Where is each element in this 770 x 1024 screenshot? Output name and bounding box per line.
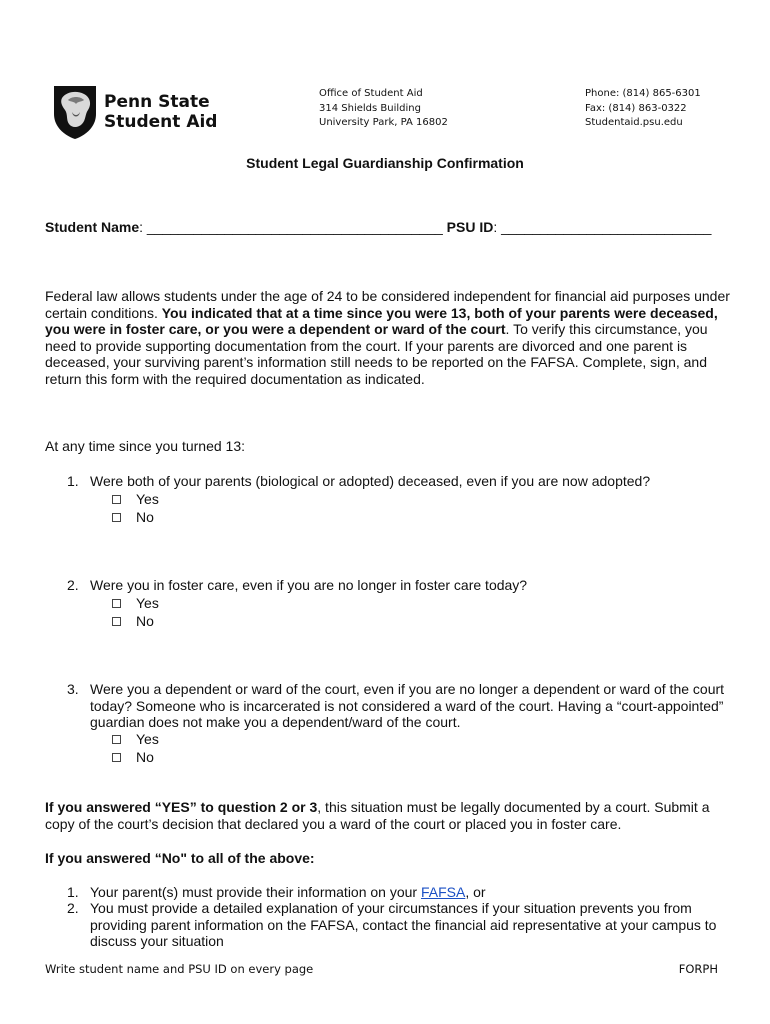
item-number: 1. — [67, 884, 79, 900]
checkbox[interactable] — [112, 495, 121, 504]
option-label: No — [136, 613, 154, 629]
option-label: Yes — [136, 491, 159, 507]
q3-no-option[interactable] — [112, 748, 154, 766]
fafsa-link[interactable]: FAFSA — [420, 884, 466, 900]
item-number: 2. — [67, 900, 79, 916]
intro-text-continued: . To verify this circumstance, you need to provide supporting documentation from the court. If your parents are divorced and one parent is deceased, your surviving parent’s information still needs to be reported on the FAFSA. Complete, sign, and return this form with the required documentation as indicated. — [45, 321, 708, 387]
since-13-heading: At any time since you turned 13: — [45, 438, 245, 454]
yes-note-bold: If you answered “YES” to question 2 or 3 — [45, 799, 318, 815]
nittany-lion-shield-icon — [52, 84, 98, 140]
q1-no-option[interactable] — [112, 508, 154, 526]
psu-id-field[interactable]: : ___________________________ — [493, 219, 712, 235]
item-text: You must provide a detailed explanation of your circumstances if your situation prevents you from providing parent information on the FAFSA, contact the financial aid representative at your campus to discuss your situation — [90, 900, 717, 949]
q2-no-option[interactable] — [112, 612, 154, 630]
question-2 — [67, 577, 727, 594]
intro-text: Federal law allows students under the age of 24 to be considered independent for financial aid purposes under certain conditions. — [45, 288, 730, 321]
student-name-label: Student Name — [45, 219, 140, 235]
student-name-field[interactable]: : ______________________________________ — [139, 219, 447, 235]
q3-yes-option[interactable] — [112, 730, 159, 748]
footer-instruction: Write student name and PSU ID on every page — [45, 962, 314, 976]
office-address — [319, 87, 448, 131]
question-number: 1. — [67, 473, 79, 489]
question-text: Were both of your parents (biological or adopted) deceased, even if you are now adopted? — [90, 473, 651, 489]
logo-line-2: Student Aid — [104, 112, 218, 132]
address-line: University Park, PA 16802 — [319, 117, 448, 128]
phone-number: Phone: (814) 865-6301 — [585, 88, 701, 99]
fax-number: Fax: (814) 863-0322 — [585, 102, 687, 114]
option-label: No — [136, 749, 154, 765]
intro-bold-text: You indicated that at a time since you were 13, both of your parents were deceased, you were in foster care, or you were a dependent or ward of the court — [45, 304, 718, 337]
checkbox[interactable] — [112, 735, 121, 744]
question-3 — [67, 681, 727, 731]
option-label: Yes — [136, 595, 159, 611]
no-item-1 — [67, 884, 727, 901]
question-text: Were you in foster care, even if you are no longer in foster care today? — [90, 577, 528, 593]
form-title: Student Legal Guardianship Confirmation — [246, 155, 524, 171]
yes-note-text: , this situation must be legally documented by a court. Submit a copy of the court’s decision that declared you a ward of the court or placed you in foster care. — [45, 799, 710, 832]
checkbox[interactable] — [112, 513, 121, 522]
checkbox[interactable] — [112, 617, 121, 626]
option-label: No — [136, 509, 154, 525]
item-text — [90, 884, 727, 901]
question-1 — [67, 473, 727, 490]
option-label: Yes — [136, 731, 159, 747]
question-text: Were you a dependent or ward of the court, even if you are no longer a dependent or ward of the court today? Someone who is incarcerated is not considered a ward of the court. Having a “court-appointed” guardian does not make you a dependent/ward of the court. — [90, 681, 725, 730]
q2-yes-option[interactable] — [112, 594, 159, 612]
no-item-2 — [67, 900, 727, 950]
form-code: FORPH — [678, 962, 718, 976]
item-text-before: Your parent(s) must provide their information on your — [90, 884, 421, 900]
logo-line-1: Penn State — [104, 92, 210, 112]
intro-paragraph — [45, 288, 730, 387]
penn-state-logo — [52, 84, 218, 140]
checkbox[interactable] — [112, 599, 121, 608]
question-number: 3. — [67, 681, 79, 697]
question-number: 2. — [67, 577, 79, 593]
no-heading: If you answered “No" to all of the above: — [45, 850, 315, 866]
website: Studentaid.psu.edu — [585, 117, 683, 128]
office-contact — [585, 87, 701, 131]
item-text-after: , or — [465, 884, 486, 900]
address-line: Office of Student Aid — [319, 88, 423, 99]
q1-yes-option[interactable] — [112, 490, 159, 508]
checkbox[interactable] — [112, 753, 121, 762]
psu-id-label: PSU ID — [446, 219, 494, 235]
address-line: 314 Shields Building — [319, 102, 421, 114]
yes-instructions — [45, 799, 730, 832]
student-info-line — [45, 219, 711, 235]
